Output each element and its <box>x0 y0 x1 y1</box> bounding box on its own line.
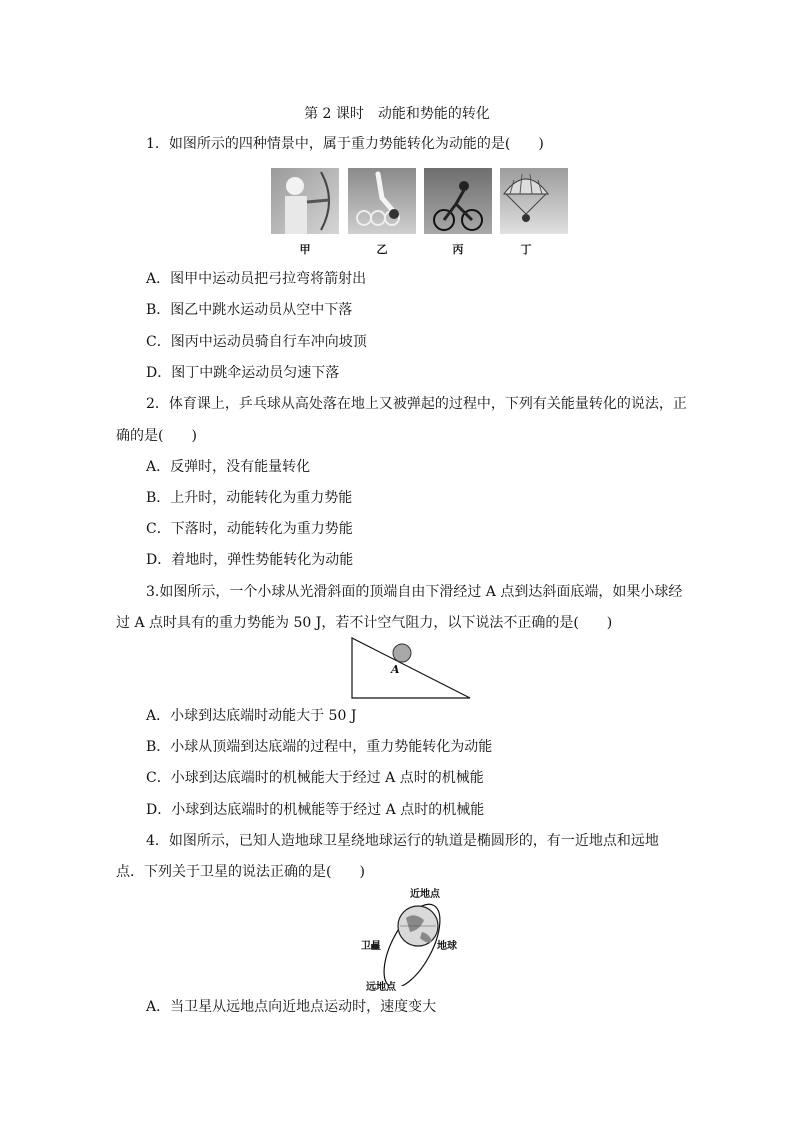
cyclist-photo <box>424 168 492 234</box>
question-4-stem-line2: 点．下列关于卫星的说法正确的是( ) <box>116 864 365 880</box>
question-1-option-b: B．图乙中跳水运动员从空中下落 <box>146 302 353 318</box>
archer-photo <box>271 168 339 234</box>
question-2-option-b: B．上升时，动能转化为重力势能 <box>146 490 353 506</box>
satellite-label: 卫星 <box>361 941 381 952</box>
question-1-stem: 1．如图所示的四种情景中，属于重力势能转化为动能的是( ) <box>146 136 544 152</box>
question-1-option-c: C．图丙中运动员骑自行车冲向坡顶 <box>146 334 367 350</box>
caption-ding: 丁 <box>520 243 532 256</box>
question-3-stem-line2: 过 A 点时具有的重力势能为 50 J，若不计空气阻力，以下说法不正确的是( ) <box>116 615 613 631</box>
question-2-option-c: C．下落时，动能转化为重力势能 <box>146 521 353 537</box>
question-1-option-a: A．图甲中运动员把弓拉弯将箭射出 <box>146 271 367 287</box>
caption-jia: 甲 <box>299 243 311 256</box>
question-3-option-a: A．小球到达底端时动能大于 50 J <box>146 708 357 724</box>
apogee-label: 远地点 <box>366 982 396 993</box>
diver-photo <box>348 168 416 234</box>
question-3-stem-line1: 3.如图所示，一个小球从光滑斜面的顶端自由下滑经过 A 点到达斜面底端，如果小球经 <box>146 584 683 600</box>
parachute-photo <box>500 168 568 234</box>
page-title: 第 2 课时 动能和势能的转化 <box>304 106 490 122</box>
incline-triangle <box>352 638 470 698</box>
perigee-label: 近地点 <box>410 889 440 900</box>
caption-bing: 丙 <box>452 243 464 256</box>
question-2-stem-line1: 2．体育课上，乒乓球从高处落在地上又被弹起的过程中，下列有关能量转化的说法，正 <box>146 396 687 412</box>
question-2-option-a: A．反弹时，没有能量转化 <box>146 459 311 475</box>
ball <box>393 644 411 662</box>
question-4-stem-line1: 4．如图所示，已知人造地球卫星绕地球运行的轨道是椭圆形的，有一近地点和远地 <box>146 833 659 849</box>
point-a-label: A <box>391 663 400 676</box>
question-3-option-b: B．小球从顶端到达底端的过程中，重力势能转化为动能 <box>146 739 493 755</box>
caption-yi: 乙 <box>376 243 388 256</box>
earth-label: 地球 <box>437 941 457 952</box>
question-2-option-d: D．着地时，弹性势能转化为动能 <box>146 552 354 568</box>
question-4-option-a: A．当卫星从远地点向近地点运动时，速度变大 <box>146 999 437 1015</box>
question-1-option-d: D．图丁中跳伞运动员匀速下落 <box>146 365 340 381</box>
question-2-stem-line2: 确的是( ) <box>116 428 197 444</box>
question-3-option-c: C．小球到达底端时的机械能大于经过 A 点时的机械能 <box>146 770 484 786</box>
question-3-option-d: D．小球到达底端时的机械能等于经过 A 点时的机械能 <box>146 802 485 818</box>
